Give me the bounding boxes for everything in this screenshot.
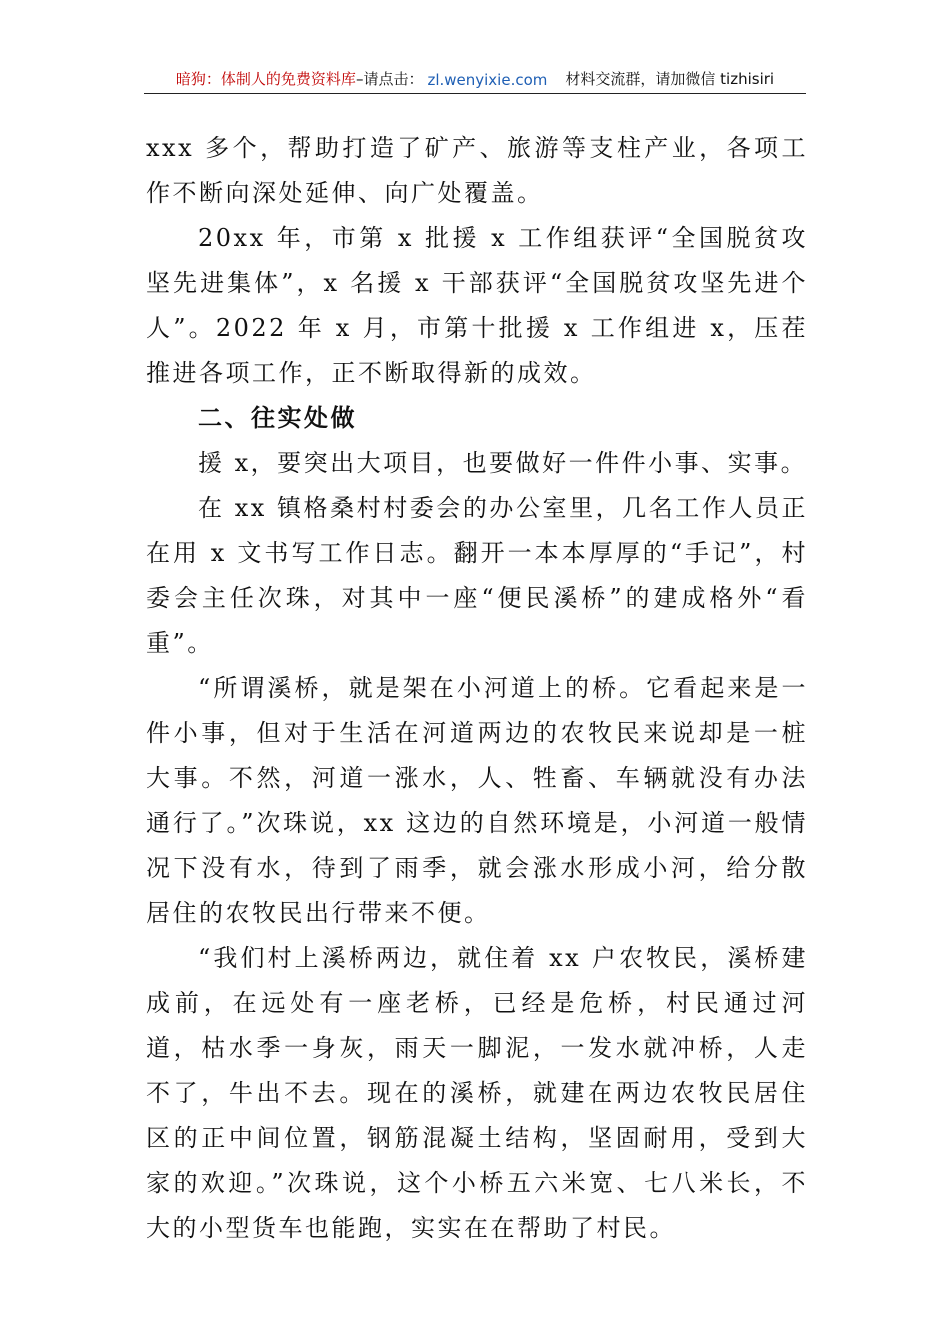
document-body — [146, 126, 808, 1251]
header-brand: 暗狗：体制人的免费资料库 — [175, 70, 356, 88]
header-separator: –请点击： — [355, 70, 424, 88]
header-link[interactable]: zl.wenyixie.com — [427, 71, 548, 89]
header-group-note: 材料交流群，请加微信 tizhisiri — [565, 70, 775, 88]
section-heading: 二、往实处做 — [198, 404, 357, 432]
page-header — [144, 62, 806, 94]
paragraph-intro: 援 x，要突出大项目，也要做好一件件小事、实事。 — [198, 449, 808, 477]
paragraph-continued: xxx 多个，帮助打造了矿产、旅游等支柱产业，各项工作不断向深处延伸、向广处覆盖。 — [146, 134, 808, 207]
paragraph-quote-bridge: “所谓溪桥，就是架在小河道上的桥。它看起来是一件小事，但对于生活在河道两边的农牧民来说却是一桩大事。不然，河道一涨水，人、牲畜、车辆就没有办法通行了。”次珠说，xx 这边的自然环境是，小河道一般情况下没有水，待到了雨季，就会涨水形成小河，给分散居住的农牧民出行带来不便。 — [146, 674, 808, 927]
paragraph-village-office: 在 xx 镇格桑村村委会的办公室里，几名工作人员正在用 x 文书写工作日志。翻开一本本厚厚的“手记”，村委会主任次珠，对其中一座“便民溪桥”的建成格外“看重”。 — [146, 494, 808, 657]
paragraph-quote-residents: “我们村上溪桥两边，就住着 xx 户农牧民，溪桥建成前，在远处有一座老桥，已经是危桥，村民通过河道，枯水季一身灰，雨天一脚泥，一发水就冲桥，人走不了，牛出不去。现在的溪桥，就建在两边农牧民居住区的正中间位置，钢筋混凝土结构，坚固耐用，受到大家的欢迎。”次珠说，这个小桥五六米宽、七八米长，不大的小型货车也能跑，实实在在帮助了村民。 — [146, 944, 808, 1242]
paragraph-awards: 20xx 年，市第 x 批援 x 工作组获评“全国脱贫攻坚先进集体”，x 名援 x 干部获评“全国脱贫攻坚先进个人”。2022 年 x 月，市第十批援 x 工作组进 x，压茬推进各项工作，正不断取得新的成效。 — [146, 224, 808, 387]
